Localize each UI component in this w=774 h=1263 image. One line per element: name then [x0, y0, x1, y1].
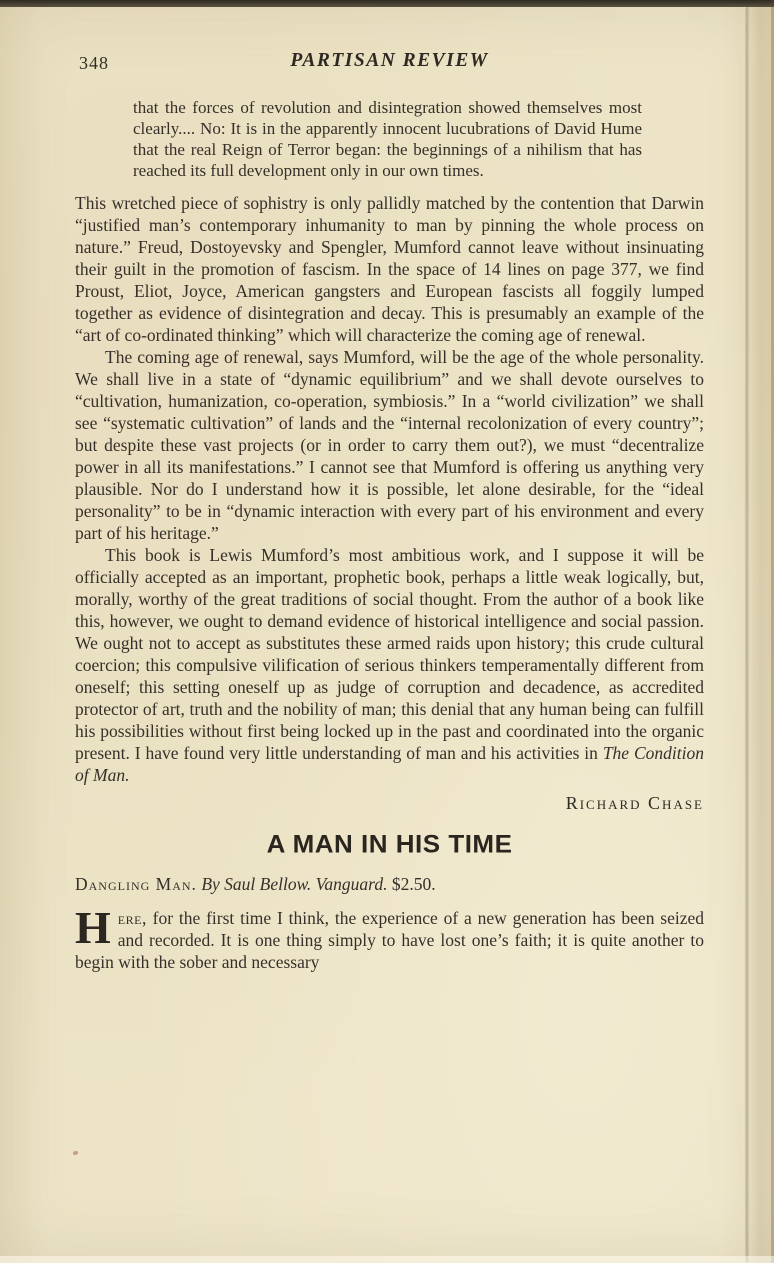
lead-word: ere,	[117, 908, 147, 928]
drop-cap: H	[75, 902, 111, 953]
page-edge-bottom	[0, 1256, 774, 1263]
page-edge-crease	[744, 7, 749, 1263]
text-run: The Condition of Man.	[75, 743, 704, 785]
text-run: Dangling Man.	[75, 874, 197, 894]
page-edge-top	[0, 0, 774, 7]
body-paragraph	[75, 192, 704, 346]
paper-speck	[73, 1151, 78, 1155]
journal-title: PARTISAN REVIEW	[290, 50, 489, 71]
body-paragraph	[75, 544, 704, 786]
text-run: The coming age of renewal, says Mumford, will be the age of the whole personality. We shall live in a state of “dynamic equilibrium” and we shall devote ourselves to “cultivation, humanization, co-operation, symbiosis.” In a “world civilization” we shall see “systematic cultivation” of lands and the “internal recolonization of every country”; but despite these vast projects (or in order to carry them out?), we must “decentralize power in all its manifestations.” I cannot see that Mumford is offering us anything very plausible. Nor do I understand how it is possible, let alone desirable, for the “ideal personality” to be in “dynamic interaction with every part of his environment and every part of his heritage.”	[75, 347, 704, 543]
text-run: By Saul Bellow. Vanguard.	[201, 874, 388, 894]
reviewer-signature: Richard Chase	[565, 793, 704, 813]
body-paragraph	[75, 346, 704, 544]
page-content	[75, 50, 704, 991]
opening-text: for the first time I think, the experience of a new generation has been seized and recorded. It is one thing simply to have lost one’s faith; it is quite another to begin with the sober and necessary	[75, 908, 704, 972]
text-run: This book is Lewis Mumford’s most ambitious work, and I suppose it will be officially accepted as an important, prophetic book, perhaps a little weak logically, but, morally, worthy of the great traditions of social thought. From the author of a book like this, however, we ought to demand evidence of historical intelligence and social passion. We ought not to accept as substitutes these armed raids upon history; this crude cultural coercion; this compulsive vilification of serious thinkers temperamentally different from oneself; this setting oneself up as judge of corruption and decadence, as accredited protector of art, truth and the nobility of man; this denial that any human being can fulfill his possibilities without first being locked up in the past and coordinated into the organic present. I have found very little understanding of man and his activities in	[75, 545, 704, 763]
block-quote: that the forces of revolution and disintegration showed themselves most clearly.... No: It is in the apparently innocent lucubrations of David Hume that the real Reign of Terror began: the beginnings of a nihilism that has reached its full development only in our own times.	[133, 98, 642, 180]
page-number: 348	[79, 53, 109, 73]
review-opening-paragraph	[75, 902, 704, 973]
text-run: This wretched piece of sophistry is only pallidly matched by the contention that Darwin “justified man’s contemporary inhumanity to man by pinning the whole process on nature.” Freud, Dostoyevsky and Spengler, Mumford cannot leave without insinuating their guilt in the promotion of fascism. In the space of 14 lines on page 377, we find Proust, Eliot, Joyce, American gangsters and European fascists all foggily lumped together as evidence of disintegration and decay. This is presumably an example of the “art of co-ordinated thinking” which will characterize the coming age of renewal.	[75, 193, 704, 345]
review-section-heading: A MAN IN HIS TIME	[266, 829, 513, 859]
book-citation	[75, 873, 704, 895]
text-run: $2.50.	[387, 874, 436, 894]
running-head	[75, 50, 704, 78]
